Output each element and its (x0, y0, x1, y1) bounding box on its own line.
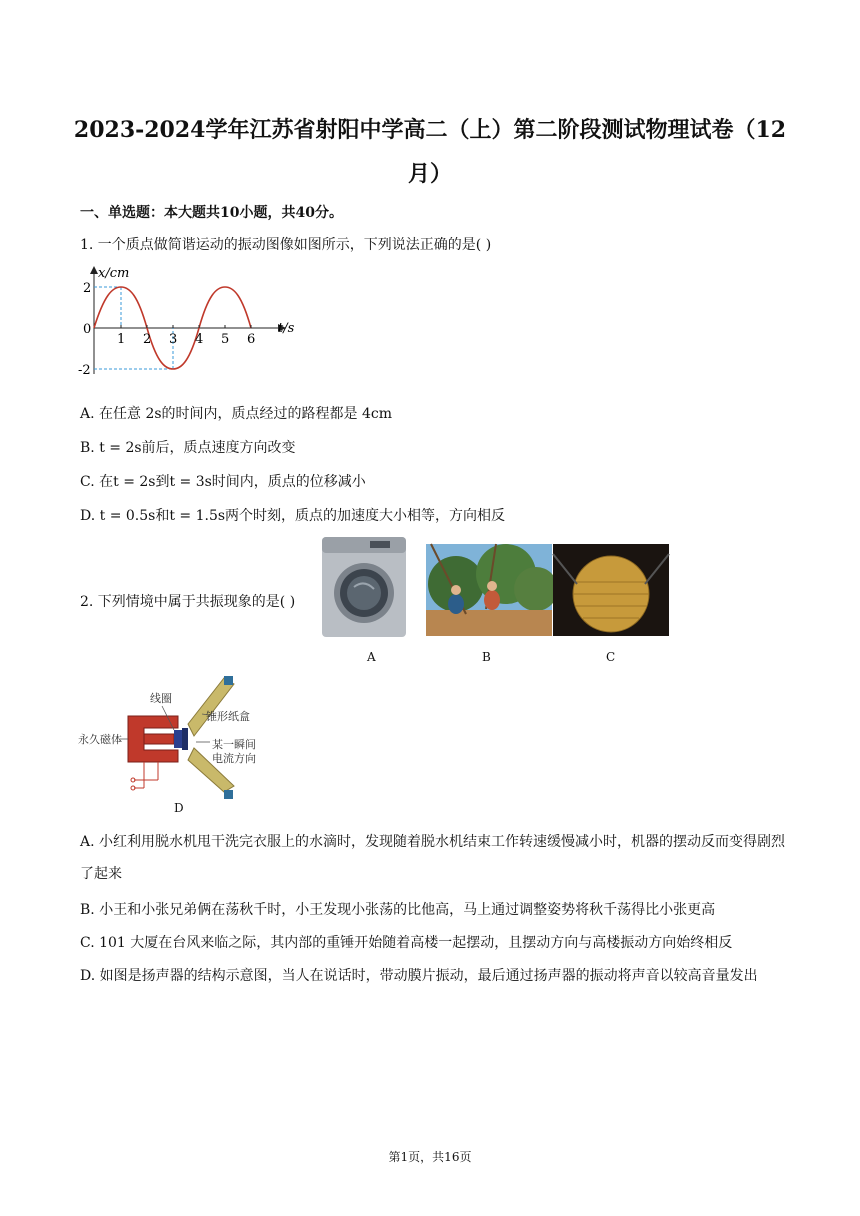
q2-option-a: A. 小红利用脱水机甩干洗完衣服上的水滴时，发现随着脱水机结束工作转速缓慢减小时，机器的摆动反而变得剧烈了起来 (80, 834, 786, 882)
x-tick-label: 2 (143, 332, 152, 347)
title-line-1: 2023-2024学年江苏省射阳中学高二（上）第二阶段测试物理试卷（12 (73, 117, 787, 143)
washing-machine-image (320, 535, 408, 639)
q2-option-c: C. 101 大厦在台风来临之际，其内部的重锤开始随着高楼一起摆动，且摆动方向与高楼振动方向始终相反 (80, 935, 733, 951)
x-axis-label: t/s (278, 321, 295, 336)
caption-d: D (174, 801, 184, 815)
swing-image (426, 544, 552, 636)
y-tick-label: 0 (83, 322, 92, 337)
q1-option-a: A. 在任意 2s的时间内，质点经过的路程都是 4cm (80, 406, 393, 422)
cone-label: 锥形纸盒 (206, 710, 250, 723)
x-tick-label: 1 (117, 332, 126, 347)
current-label-2: 电流方向 (212, 752, 256, 765)
q1-option-b: B. t = 2s前后，质点速度方向改变 (80, 440, 296, 456)
q2-option-d: D. 如图是扬声器的结构示意图，当人在说话时，带动膜片振动，最后通过扬声器的振动将声音以较高音量发出 (80, 968, 758, 984)
question-1-stem: 1. 一个质点做简谐运动的振动图像如图所示，下列说法正确的是( ) (80, 237, 492, 253)
q2-option-b: B. 小王和小张兄弟俩在荡秋千时，小王发现小张荡的比他高，马上通过调整姿势将秋千荡得比小张更高 (80, 902, 716, 918)
caption-b: B (482, 650, 491, 664)
x-tick-label: 5 (221, 332, 230, 347)
x-tick-label: 3 (169, 332, 178, 347)
x-tick-label: 4 (195, 332, 204, 347)
vibration-graph (80, 262, 310, 382)
q1-option-c: C. 在t = 2s到t = 3s时间内，质点的位移减小 (80, 474, 366, 490)
question-2-stem: 2. 下列情境中属于共振现象的是( ) (80, 594, 296, 610)
x-tick-label: 6 (247, 332, 256, 347)
coil-label: 线圈 (150, 692, 172, 705)
tuned-mass-damper-image (553, 544, 669, 636)
current-label-1: 某一瞬间 (212, 738, 256, 751)
section-heading: 一、单选题：本大题共10小题，共40分。 (80, 205, 343, 221)
caption-c: C (606, 650, 616, 664)
y-tick-label: 2 (83, 281, 92, 296)
title-line-2: 月） (407, 161, 452, 187)
exam-title (60, 108, 800, 196)
magnet-label: 永久磁体 (78, 733, 122, 746)
caption-a: A (367, 650, 376, 664)
y-axis-label: x/cm (98, 266, 130, 281)
y-tick-label: -2 (78, 363, 91, 378)
speaker-diagram (78, 676, 278, 816)
page-footer: 第1页，共16页 (388, 1150, 472, 1164)
q1-option-d: D. t = 0.5s和t = 1.5s两个时刻，质点的加速度大小相等，方向相反 (80, 508, 506, 524)
